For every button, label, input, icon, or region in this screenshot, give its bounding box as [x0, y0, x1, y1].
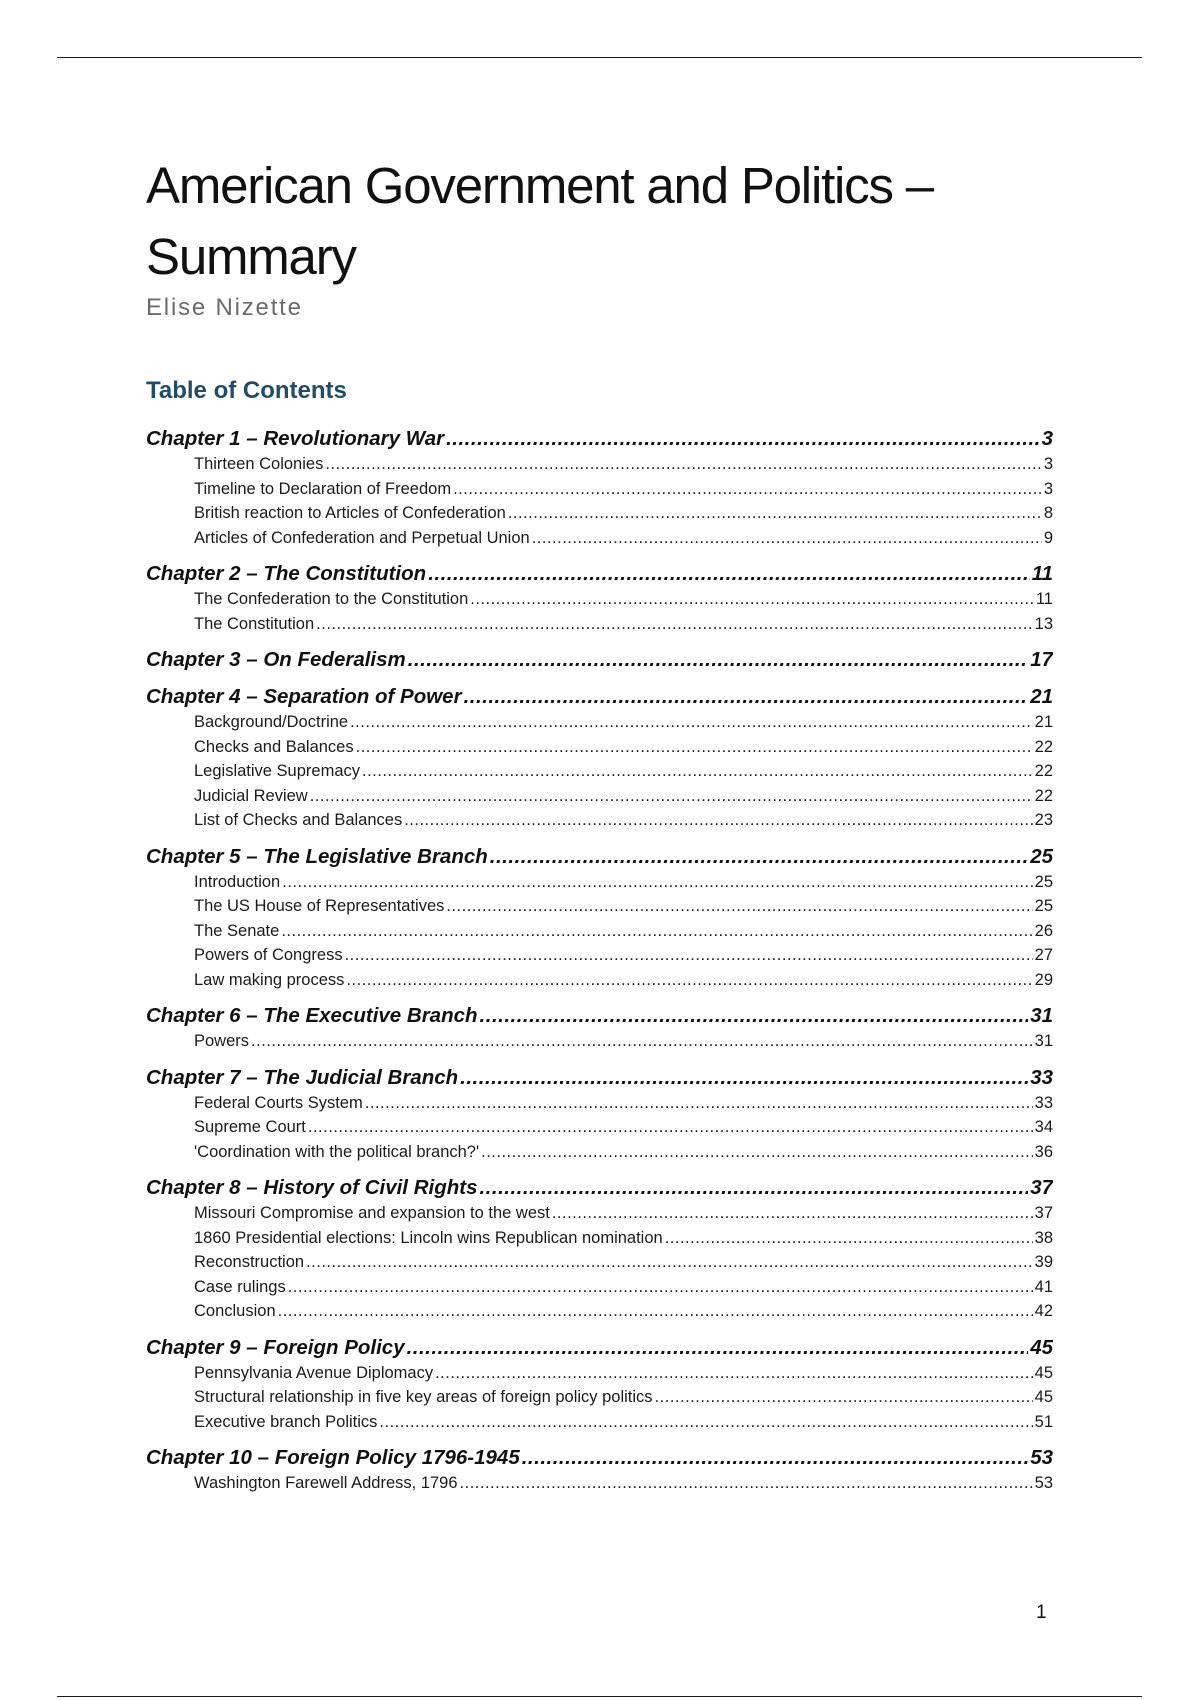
toc-section-entry-page: 27: [1034, 946, 1053, 964]
dot-leader: [428, 562, 1030, 586]
toc-section-entry-page: 22: [1034, 737, 1053, 756]
toc-chapter-entry-page: 37: [1030, 1176, 1053, 1199]
toc-section-entry[interactable]: [146, 590, 1053, 615]
toc-section-entry-title: Introduction: [194, 872, 281, 891]
toc-chapter-entry-page: 25: [1030, 844, 1053, 868]
toc-section-entry-page: 31: [1034, 1032, 1053, 1050]
toc-section-entry[interactable]: [146, 1094, 1053, 1119]
toc-section-entry[interactable]: [146, 480, 1053, 505]
toc-chapter-entry[interactable]: [146, 845, 1053, 873]
toc-section-entry-page: 29: [1034, 970, 1053, 989]
dot-leader: [522, 1446, 1028, 1470]
dot-leader: [288, 1278, 1033, 1297]
toc-chapter-entry-page: 33: [1030, 1065, 1053, 1089]
toc-chapter-entry[interactable]: [146, 648, 1053, 676]
dot-leader: [470, 590, 1034, 609]
toc-section-entry-title: Background/Doctrine: [194, 713, 349, 731]
toc-section-entry[interactable]: [146, 922, 1053, 947]
toc-chapter: [146, 562, 1053, 639]
toc-section-entry-title: The Confederation to the Constitution: [194, 590, 469, 608]
toc-chapter-entry-title: Chapter 9 – Foreign Policy: [146, 1335, 405, 1359]
toc-section-entry-page: 53: [1034, 1474, 1053, 1492]
dot-leader: [460, 1474, 1033, 1493]
toc-chapter: [146, 845, 1053, 996]
toc-section-entry[interactable]: [146, 1204, 1053, 1229]
dot-leader: [481, 1143, 1033, 1162]
dot-leader: [460, 1066, 1028, 1090]
dot-leader: [408, 648, 1028, 672]
toc-chapter-entry[interactable]: [146, 1336, 1053, 1364]
toc-section-entry-title: Checks and Balances: [194, 737, 354, 756]
toc-section-entry-title: Structural relationship in five key areas of foreign policy politics: [194, 1388, 653, 1406]
toc-chapter-entry[interactable]: [146, 562, 1053, 590]
toc-section-entry[interactable]: [146, 1364, 1053, 1389]
toc-section-entry-page: 25: [1034, 897, 1053, 915]
dot-leader: [665, 1229, 1033, 1248]
toc-chapter-entry-title: Chapter 5 – The Legislative Branch: [146, 844, 488, 868]
toc-section-entry-page: 21: [1034, 713, 1053, 731]
dot-leader: [310, 787, 1033, 806]
dot-leader: [404, 811, 1032, 830]
toc-section-entry-title: Law making process: [194, 970, 345, 989]
toc-chapter-entry-title: Chapter 4 – Separation of Power: [146, 685, 462, 708]
toc-chapter-entry-page: 17: [1030, 648, 1053, 671]
dot-leader: [308, 1118, 1033, 1137]
dot-leader: [407, 1336, 1029, 1360]
toc-chapter-entry-page: 3: [1041, 427, 1053, 450]
toc-section-entry[interactable]: [146, 1413, 1053, 1438]
toc-section-entry-title: The Senate: [194, 921, 280, 940]
page-number: 1: [1036, 1602, 1047, 1623]
toc-section-entry-title: British reaction to Articles of Confederation: [194, 504, 506, 522]
toc-chapter: [146, 1176, 1053, 1327]
toc-chapter-entry-title: Chapter 3 – On Federalism: [146, 648, 406, 671]
dot-leader: [350, 713, 1033, 732]
toc-section-entry-page: 25: [1034, 872, 1053, 891]
toc-section-entry[interactable]: [146, 615, 1053, 640]
toc-chapter-entry[interactable]: [146, 1066, 1053, 1094]
toc-chapter-entry-page: 45: [1030, 1335, 1053, 1359]
toc-section-entry[interactable]: [146, 811, 1053, 836]
toc-chapter-entry[interactable]: [146, 1176, 1053, 1204]
toc-section-entry[interactable]: [146, 971, 1053, 996]
toc-section-entry-page: 3: [1043, 479, 1053, 498]
toc-chapter-entry-page: 53: [1030, 1446, 1053, 1469]
toc-section-entry[interactable]: [146, 1302, 1053, 1327]
toc-section-entry-title: Washington Farewell Address, 1796: [194, 1474, 458, 1492]
toc-chapter-entry-title: Chapter 10 – Foreign Policy 1796-1945: [146, 1446, 520, 1469]
toc-chapter: [146, 648, 1053, 676]
toc-section-entry[interactable]: [146, 873, 1053, 898]
toc-section-entry-title: Pennsylvania Avenue Diplomacy: [194, 1363, 434, 1382]
toc-chapter-entry-page: 11: [1031, 562, 1053, 585]
dot-leader: [362, 762, 1033, 781]
toc-section-entry-page: 8: [1043, 504, 1053, 522]
table-of-contents: [146, 420, 1053, 1499]
dot-leader: [464, 685, 1029, 709]
toc-chapter-entry-title: Chapter 8 – History of Civil Rights: [146, 1176, 478, 1199]
dot-leader: [655, 1388, 1033, 1407]
dot-leader: [316, 615, 1032, 634]
dot-leader: [365, 1094, 1033, 1113]
toc-chapter: [146, 685, 1053, 836]
toc-section-entry-page: 42: [1034, 1302, 1053, 1320]
toc-section-entry[interactable]: [146, 455, 1053, 480]
dot-leader: [346, 971, 1032, 990]
top-rule: [57, 57, 1142, 58]
toc-section-entry-page: 3: [1043, 455, 1053, 473]
dot-leader: [306, 1253, 1033, 1272]
toc-section-entry[interactable]: [146, 1388, 1053, 1413]
toc-chapter: [146, 1446, 1053, 1499]
toc-section-entry-page: 11: [1035, 590, 1053, 608]
dot-leader: [435, 1364, 1033, 1383]
toc-section-entry[interactable]: [146, 946, 1053, 971]
toc-section-entry-title: Reconstruction: [194, 1253, 305, 1271]
toc-section-entry[interactable]: [146, 713, 1053, 738]
toc-section-entry-title: Powers of Congress: [194, 946, 343, 964]
toc-section-entry[interactable]: [146, 1032, 1053, 1057]
toc-section-entry-title: Conclusion: [194, 1302, 276, 1320]
toc-section-entry-title: Powers: [194, 1032, 250, 1050]
toc-section-entry-title: 'Coordination with the political branch?': [194, 1142, 480, 1161]
dot-leader: [446, 897, 1032, 916]
toc-section-entry-page: 34: [1034, 1118, 1053, 1136]
toc-section-entry-title: Timeline to Declaration of Freedom: [194, 479, 452, 498]
toc-section-entry-page: 26: [1034, 921, 1053, 940]
toc-section-entry[interactable]: [146, 529, 1053, 554]
toc-chapter-entry-page: 31: [1030, 1004, 1053, 1027]
toc-chapter-entry[interactable]: [146, 1446, 1053, 1474]
bottom-rule: [57, 1696, 1142, 1697]
toc-section-entry[interactable]: [146, 1253, 1053, 1278]
toc-heading: Table of Contents: [146, 377, 347, 404]
dot-leader: [281, 922, 1032, 941]
toc-section-entry[interactable]: [146, 787, 1053, 812]
toc-section-entry-page: 41: [1034, 1277, 1053, 1296]
document-author: Elise Nizette: [146, 294, 303, 321]
toc-section-entry-title: Missouri Compromise and expansion to the west: [194, 1204, 550, 1222]
toc-section-entry-page: 13: [1034, 614, 1053, 633]
toc-section-entry-page: 23: [1034, 811, 1053, 829]
toc-section-entry-title: The Constitution: [194, 614, 315, 633]
toc-section-entry-page: 9: [1043, 528, 1053, 547]
dot-leader: [479, 1176, 1028, 1200]
toc-section-entry-title: The US House of Representatives: [194, 897, 445, 915]
dot-leader: [278, 1302, 1033, 1321]
toc-chapter: [146, 1336, 1053, 1438]
dot-leader: [480, 1004, 1029, 1028]
dot-leader: [508, 504, 1042, 523]
toc-section-entry-page: 39: [1034, 1253, 1053, 1271]
toc-section-entry-title: Case rulings: [194, 1277, 286, 1296]
toc-chapter-entry-page: 21: [1030, 685, 1053, 708]
toc-section-entry-title: Federal Courts System: [194, 1093, 363, 1112]
dot-leader: [552, 1204, 1033, 1223]
dot-leader: [251, 1032, 1033, 1051]
dot-leader: [325, 455, 1041, 474]
toc-section-entry[interactable]: [146, 1229, 1053, 1254]
toc-chapter: [146, 1066, 1053, 1168]
toc-chapter: [146, 1004, 1053, 1057]
toc-section-entry[interactable]: [146, 504, 1053, 529]
toc-chapter-entry-title: Chapter 6 – The Executive Branch: [146, 1004, 478, 1027]
toc-chapter-entry-title: Chapter 7 – The Judicial Branch: [146, 1065, 459, 1089]
toc-section-entry-page: 51: [1034, 1412, 1053, 1431]
toc-section-entry-title: List of Checks and Balances: [194, 811, 403, 829]
toc-section-entry[interactable]: [146, 1278, 1053, 1303]
dot-leader: [453, 480, 1042, 499]
document-title: American Government and Politics – Summary: [146, 157, 933, 285]
dot-leader: [379, 1413, 1032, 1432]
dot-leader: [446, 427, 1040, 451]
toc-section-entry-title: Judicial Review: [194, 786, 308, 805]
toc-section-entry-title: Articles of Confederation and Perpetual Union: [194, 528, 530, 547]
toc-section-entry-page: 36: [1034, 1142, 1053, 1161]
toc-chapter-entry-title: Chapter 2 – The Constitution: [146, 562, 427, 585]
toc-section-entry-page: 22: [1034, 786, 1053, 805]
toc-section-entry-page: 33: [1034, 1093, 1053, 1112]
dot-leader: [356, 738, 1033, 757]
dot-leader: [490, 845, 1028, 869]
toc-section-entry-page: 45: [1034, 1363, 1053, 1382]
toc-section-entry[interactable]: [146, 1118, 1053, 1143]
toc-section-entry-page: 22: [1034, 762, 1053, 780]
toc-chapter-entry[interactable]: [146, 1004, 1053, 1032]
toc-section-entry-title: Legislative Supremacy: [194, 762, 360, 780]
dot-leader: [345, 946, 1033, 965]
toc-section-entry[interactable]: [146, 738, 1053, 763]
toc-section-entry-title: Thirteen Colonies: [194, 455, 324, 473]
toc-section-entry[interactable]: [146, 762, 1053, 787]
toc-section-entry[interactable]: [146, 1474, 1053, 1499]
toc-chapter-entry[interactable]: [146, 685, 1053, 713]
toc-chapter: [146, 427, 1053, 553]
toc-section-entry[interactable]: [146, 1143, 1053, 1168]
toc-chapter-entry[interactable]: [146, 427, 1053, 455]
toc-chapter-entry-title: Chapter 1 – Revolutionary War: [146, 427, 445, 450]
toc-section-entry[interactable]: [146, 897, 1053, 922]
toc-section-entry-title: Supreme Court: [194, 1118, 306, 1136]
toc-section-entry-page: 37: [1034, 1204, 1053, 1222]
dot-leader: [282, 873, 1032, 892]
toc-section-entry-title: 1860 Presidential elections: Lincoln wins Republican nomination: [194, 1228, 663, 1247]
toc-section-entry-title: Executive branch Politics: [194, 1412, 378, 1431]
dot-leader: [532, 529, 1042, 548]
toc-section-entry-page: 38: [1034, 1228, 1053, 1247]
toc-section-entry-page: 45: [1034, 1388, 1053, 1406]
